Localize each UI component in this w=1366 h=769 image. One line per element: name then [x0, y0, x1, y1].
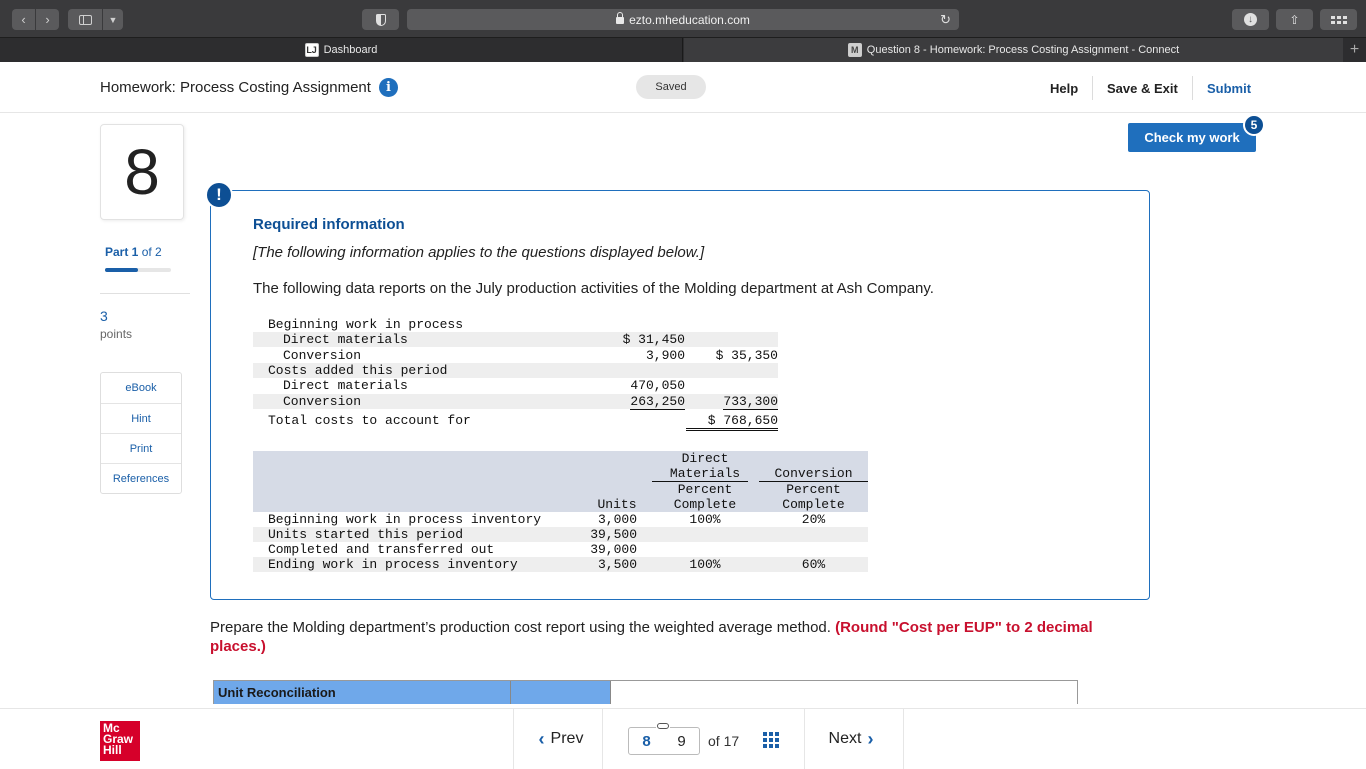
- logo-line: Hill: [103, 743, 122, 757]
- points-value: 3: [100, 308, 108, 324]
- row-label: Conversion: [283, 394, 362, 409]
- shield-icon: [376, 14, 386, 26]
- cell-value: $ 31,450: [622, 332, 685, 347]
- units-table: [253, 451, 868, 572]
- question-prompt: [210, 618, 1150, 656]
- page-next[interactable]: 9: [677, 732, 686, 750]
- table-row: [253, 332, 778, 347]
- question-grid-icon[interactable]: [763, 732, 779, 748]
- cell-dm: 100%: [689, 512, 721, 527]
- part-total: of 2: [141, 245, 162, 259]
- reload-icon[interactable]: ↻: [940, 12, 951, 27]
- header-percent: Percent: [677, 482, 733, 497]
- download-icon: ↓: [1244, 13, 1257, 26]
- divider: [100, 293, 190, 294]
- cell-dm: 100%: [689, 557, 721, 572]
- extensions-button[interactable]: [1320, 9, 1357, 30]
- part-progress-bar: [105, 268, 171, 272]
- unit-reconciliation-table: [213, 680, 1078, 704]
- share-button[interactable]: [1276, 9, 1313, 30]
- next-button[interactable]: [804, 709, 904, 769]
- sidebar-icon: [79, 15, 92, 25]
- header-materials: Materials: [669, 466, 741, 481]
- header-conversion: Conversion: [774, 466, 853, 481]
- print-button[interactable]: Print: [101, 433, 181, 463]
- table-row: [253, 542, 868, 557]
- row-label: Ending work in process inventory: [268, 557, 518, 572]
- table-row: [253, 348, 778, 363]
- prompt-rounding-note: (Round "Cost per EUP" to 2 decimal places.): [210, 619, 1093, 655]
- divider: [510, 681, 511, 704]
- hint-button[interactable]: Hint: [101, 403, 181, 433]
- prev-button[interactable]: [513, 709, 603, 769]
- unit-reconciliation-header: [214, 681, 611, 704]
- help-button[interactable]: Help: [1050, 81, 1079, 96]
- checks-remaining-badge: 5: [1243, 114, 1265, 136]
- new-tab-icon[interactable]: +: [1349, 41, 1360, 58]
- page-selector[interactable]: [628, 727, 700, 755]
- row-label: Direct materials: [283, 378, 408, 393]
- header-units: Units: [597, 497, 637, 512]
- downloads-button[interactable]: [1232, 9, 1269, 30]
- row-label: Beginning work in process: [268, 317, 464, 332]
- row-label: Total costs to account for: [268, 413, 471, 428]
- connect-favicon-icon: M: [848, 43, 862, 57]
- page-total: of 17: [708, 733, 740, 749]
- divider: [1192, 76, 1193, 100]
- submit-button[interactable]: Submit: [1207, 81, 1252, 96]
- row-label: Beginning work in process inventory: [268, 512, 542, 527]
- cell-value: 263,250: [630, 394, 685, 409]
- table-row: [253, 413, 778, 428]
- dashboard-favicon-icon: LJ: [306, 45, 317, 55]
- alert-icon: !: [205, 181, 233, 209]
- mcgraw-hill-logo: [100, 721, 140, 761]
- forward-icon[interactable]: ›: [35, 9, 59, 30]
- units-table-header: [253, 451, 868, 512]
- part-indicator: [105, 245, 162, 259]
- assignment-header: [0, 62, 1366, 113]
- grid-icon: [1331, 16, 1347, 24]
- points-label: points: [100, 327, 133, 341]
- table-row: [253, 363, 778, 378]
- row-label: Completed and transferred out: [268, 542, 495, 557]
- check-my-work-button[interactable]: Check my work: [1128, 123, 1256, 152]
- unit-reconciliation-label: Unit Reconciliation: [218, 685, 336, 700]
- chevron-right-icon: ›: [867, 728, 874, 749]
- required-info-title: Required information: [253, 216, 405, 233]
- share-icon: ⇧: [1289, 12, 1300, 27]
- header-complete: Complete: [782, 497, 845, 512]
- cell-value: 3,900: [645, 348, 685, 363]
- required-info-intro: The following data reports on the July production activities of the Molding department at Ash Company.: [253, 280, 934, 297]
- table-row: [253, 394, 778, 409]
- history-nav: [12, 9, 59, 30]
- part-current: Part 1: [105, 245, 139, 259]
- page-current[interactable]: 8: [642, 732, 651, 750]
- part-progress-fill: [105, 268, 138, 272]
- prev-label: Prev: [550, 730, 584, 747]
- header-percent: Percent: [786, 482, 841, 497]
- tab-label: Question 8 - Homework: Process Costing Assignment - Connect: [866, 44, 1180, 56]
- table-row: [253, 527, 868, 542]
- cell-units: 39,500: [590, 527, 637, 542]
- cell-cv: 60%: [801, 557, 826, 572]
- address-bar[interactable]: [407, 9, 959, 30]
- chevron-down-icon: ▼: [102, 9, 123, 30]
- saved-status-badge: Saved: [636, 75, 706, 99]
- cell-units: 3,000: [597, 512, 637, 527]
- lock-icon: [616, 17, 624, 24]
- url-text: ezto.mheducation.com: [629, 12, 750, 27]
- required-info-subtitle: [The following information applies to the questions displayed below.]: [253, 244, 705, 261]
- row-label: Direct materials: [283, 332, 408, 347]
- header-complete: Complete: [673, 497, 737, 512]
- tab-label: Dashboard: [323, 44, 378, 56]
- cell-units: 3,500: [597, 557, 637, 572]
- header-direct: Direct: [681, 451, 729, 466]
- tab-strip: [0, 37, 1366, 62]
- cell-cv: 20%: [801, 512, 826, 527]
- cell-value: $ 768,650: [686, 413, 778, 431]
- table-row: [253, 317, 778, 332]
- cell-units: 39,000: [590, 542, 637, 557]
- cell-value: $ 35,350: [715, 348, 778, 363]
- question-tools: [100, 372, 182, 494]
- row-label: Units started this period: [268, 527, 464, 542]
- row-label: Costs added this period: [268, 363, 448, 378]
- chevron-left-icon: ‹: [538, 728, 545, 749]
- question-number: 8: [100, 124, 184, 220]
- sidebar-toggle-button[interactable]: [68, 9, 123, 30]
- assignment-title-text: Homework: Process Costing Assignment: [100, 79, 371, 96]
- assignment-title: [100, 78, 398, 97]
- next-label: Next: [828, 730, 862, 747]
- ebook-button[interactable]: eBook: [125, 382, 157, 394]
- logo-line: Mc: [103, 721, 120, 735]
- footer-nav: [0, 708, 1366, 768]
- table-row: [253, 557, 868, 572]
- row-label: Conversion: [283, 348, 362, 363]
- table-row: [253, 378, 778, 393]
- back-icon[interactable]: ‹: [21, 12, 26, 27]
- tab-dashboard[interactable]: [0, 38, 683, 62]
- tab-question[interactable]: [684, 38, 1343, 62]
- save-exit-button[interactable]: Save & Exit: [1107, 81, 1178, 96]
- table-row: [253, 512, 868, 527]
- cell-value: 733,300: [723, 394, 778, 409]
- privacy-shield-button[interactable]: [362, 9, 399, 30]
- logo-line: Graw: [103, 732, 134, 746]
- info-icon[interactable]: i: [379, 78, 398, 97]
- prompt-text: Prepare the Molding department’s production cost report using the weighted average method.: [210, 619, 831, 636]
- cell-value: 470,050: [630, 378, 685, 393]
- divider: [1092, 76, 1093, 100]
- references-button[interactable]: References: [101, 463, 181, 493]
- link-icon: [656, 722, 670, 730]
- browser-toolbar: [0, 0, 1366, 37]
